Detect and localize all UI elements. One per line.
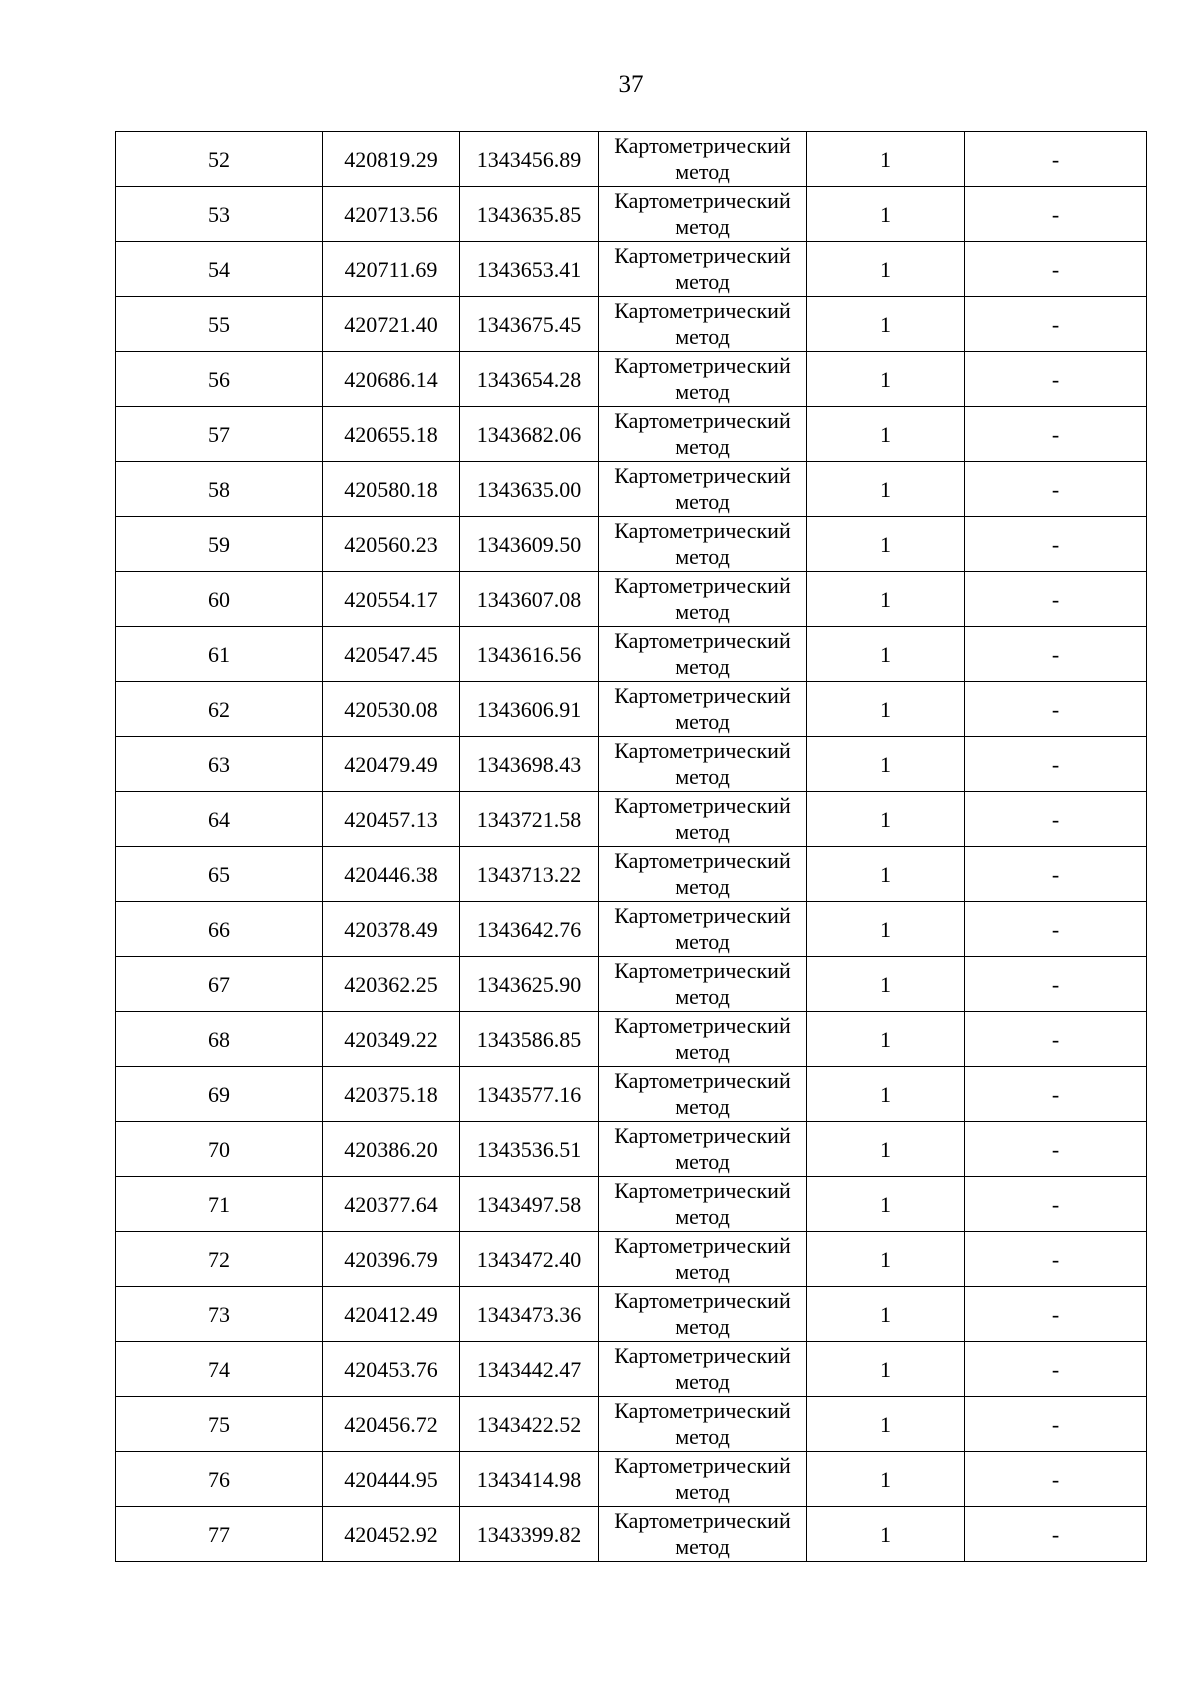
- accuracy-cell: 1: [807, 572, 965, 627]
- accuracy-cell: 1: [807, 1067, 965, 1122]
- y-coordinate-cell: 1343577.16: [460, 1067, 599, 1122]
- x-coordinate-cell: 420819.29: [323, 132, 460, 187]
- y-coordinate-cell: 1343713.22: [460, 847, 599, 902]
- note-cell: -: [965, 242, 1147, 297]
- x-coordinate-cell: 420444.95: [323, 1452, 460, 1507]
- x-coordinate-cell: 420560.23: [323, 517, 460, 572]
- point-number-cell: 68: [116, 1012, 323, 1067]
- x-coordinate-cell: 420386.20: [323, 1122, 460, 1177]
- x-coordinate-cell: 420377.64: [323, 1177, 460, 1232]
- accuracy-cell: 1: [807, 902, 965, 957]
- method-line-1: Картометрический: [614, 243, 791, 268]
- method-line-1: Картометрический: [614, 1288, 791, 1313]
- point-number-cell: 67: [116, 957, 323, 1012]
- note-cell: -: [965, 352, 1147, 407]
- point-number-cell: 64: [116, 792, 323, 847]
- y-coordinate-cell: 1343698.43: [460, 737, 599, 792]
- method-line-2: метод: [675, 214, 730, 239]
- note-cell: -: [965, 1452, 1147, 1507]
- y-coordinate-cell: 1343422.52: [460, 1397, 599, 1452]
- accuracy-cell: 1: [807, 847, 965, 902]
- method-line-2: метод: [675, 599, 730, 624]
- method-line-2: метод: [675, 1204, 730, 1229]
- method-line-2: метод: [675, 764, 730, 789]
- y-coordinate-cell: 1343606.91: [460, 682, 599, 737]
- method-line-2: метод: [675, 434, 730, 459]
- x-coordinate-cell: 420479.49: [323, 737, 460, 792]
- table-row: [116, 1122, 1147, 1177]
- note-cell: -: [965, 957, 1147, 1012]
- accuracy-cell: 1: [807, 462, 965, 517]
- method-line-2: метод: [675, 1039, 730, 1064]
- point-number-cell: 53: [116, 187, 323, 242]
- note-cell: -: [965, 1232, 1147, 1287]
- point-number-cell: 62: [116, 682, 323, 737]
- table-row: [116, 1452, 1147, 1507]
- method-line-1: Картометрический: [614, 188, 791, 213]
- note-cell: -: [965, 737, 1147, 792]
- point-number-cell: 65: [116, 847, 323, 902]
- table-row: [116, 517, 1147, 572]
- table-row: [116, 407, 1147, 462]
- note-cell: -: [965, 572, 1147, 627]
- method-cell: [599, 572, 807, 627]
- method-cell: [599, 517, 807, 572]
- method-cell: [599, 352, 807, 407]
- accuracy-cell: 1: [807, 187, 965, 242]
- x-coordinate-cell: 420456.72: [323, 1397, 460, 1452]
- point-number-cell: 60: [116, 572, 323, 627]
- method-line-1: Картометрический: [614, 738, 791, 763]
- x-coordinate-cell: 420713.56: [323, 187, 460, 242]
- table-row: [116, 1397, 1147, 1452]
- method-line-2: метод: [675, 489, 730, 514]
- x-coordinate-cell: 420721.40: [323, 297, 460, 352]
- x-coordinate-cell: 420375.18: [323, 1067, 460, 1122]
- y-coordinate-cell: 1343472.40: [460, 1232, 599, 1287]
- coordinates-table-body: [116, 132, 1147, 1562]
- note-cell: -: [965, 1012, 1147, 1067]
- table-row: [116, 297, 1147, 352]
- method-cell: [599, 1287, 807, 1342]
- table-row: [116, 682, 1147, 737]
- x-coordinate-cell: 420396.79: [323, 1232, 460, 1287]
- note-cell: -: [965, 1177, 1147, 1232]
- method-cell: [599, 847, 807, 902]
- method-line-2: метод: [675, 929, 730, 954]
- y-coordinate-cell: 1343399.82: [460, 1507, 599, 1562]
- accuracy-cell: 1: [807, 242, 965, 297]
- method-line-1: Картометрический: [614, 903, 791, 928]
- method-cell: [599, 902, 807, 957]
- x-coordinate-cell: 420711.69: [323, 242, 460, 297]
- y-coordinate-cell: 1343635.85: [460, 187, 599, 242]
- point-number-cell: 69: [116, 1067, 323, 1122]
- note-cell: -: [965, 132, 1147, 187]
- method-line-2: метод: [675, 544, 730, 569]
- x-coordinate-cell: 420378.49: [323, 902, 460, 957]
- point-number-cell: 57: [116, 407, 323, 462]
- method-line-2: метод: [675, 1259, 730, 1284]
- table-row: [116, 957, 1147, 1012]
- method-cell: [599, 462, 807, 517]
- method-cell: [599, 737, 807, 792]
- y-coordinate-cell: 1343536.51: [460, 1122, 599, 1177]
- y-coordinate-cell: 1343607.08: [460, 572, 599, 627]
- accuracy-cell: 1: [807, 1232, 965, 1287]
- point-number-cell: 66: [116, 902, 323, 957]
- note-cell: -: [965, 297, 1147, 352]
- y-coordinate-cell: 1343635.00: [460, 462, 599, 517]
- table-row: [116, 847, 1147, 902]
- x-coordinate-cell: 420362.25: [323, 957, 460, 1012]
- method-cell: [599, 1177, 807, 1232]
- method-line-2: метод: [675, 159, 730, 184]
- table-row: [116, 737, 1147, 792]
- point-number-cell: 72: [116, 1232, 323, 1287]
- method-line-1: Картометрический: [614, 353, 791, 378]
- note-cell: -: [965, 1507, 1147, 1562]
- note-cell: -: [965, 902, 1147, 957]
- note-cell: -: [965, 1067, 1147, 1122]
- method-line-1: Картометрический: [614, 1123, 791, 1148]
- method-line-2: метод: [675, 324, 730, 349]
- table-row: [116, 902, 1147, 957]
- method-cell: [599, 1012, 807, 1067]
- x-coordinate-cell: 420655.18: [323, 407, 460, 462]
- y-coordinate-cell: 1343675.45: [460, 297, 599, 352]
- method-line-1: Картометрический: [614, 463, 791, 488]
- method-line-2: метод: [675, 1479, 730, 1504]
- y-coordinate-cell: 1343473.36: [460, 1287, 599, 1342]
- accuracy-cell: 1: [807, 1342, 965, 1397]
- table-row: [116, 1012, 1147, 1067]
- method-cell: [599, 1122, 807, 1177]
- method-line-1: Картометрический: [614, 628, 791, 653]
- y-coordinate-cell: 1343642.76: [460, 902, 599, 957]
- method-line-1: Картометрический: [614, 133, 791, 158]
- method-cell: [599, 682, 807, 737]
- table-row: [116, 132, 1147, 187]
- y-coordinate-cell: 1343586.85: [460, 1012, 599, 1067]
- x-coordinate-cell: 420530.08: [323, 682, 460, 737]
- point-number-cell: 59: [116, 517, 323, 572]
- method-line-2: метод: [675, 654, 730, 679]
- x-coordinate-cell: 420686.14: [323, 352, 460, 407]
- table-row: [116, 352, 1147, 407]
- method-cell: [599, 1452, 807, 1507]
- y-coordinate-cell: 1343616.56: [460, 627, 599, 682]
- y-coordinate-cell: 1343442.47: [460, 1342, 599, 1397]
- y-coordinate-cell: 1343654.28: [460, 352, 599, 407]
- method-line-1: Картометрический: [614, 848, 791, 873]
- table-row: [116, 187, 1147, 242]
- method-line-1: Картометрический: [614, 1453, 791, 1478]
- y-coordinate-cell: 1343653.41: [460, 242, 599, 297]
- method-cell: [599, 1397, 807, 1452]
- accuracy-cell: 1: [807, 517, 965, 572]
- note-cell: -: [965, 682, 1147, 737]
- point-number-cell: 71: [116, 1177, 323, 1232]
- method-cell: [599, 297, 807, 352]
- method-line-2: метод: [675, 1149, 730, 1174]
- method-cell: [599, 132, 807, 187]
- method-line-1: Картометрический: [614, 1398, 791, 1423]
- method-line-2: метод: [675, 1094, 730, 1119]
- table-row: [116, 242, 1147, 297]
- accuracy-cell: 1: [807, 792, 965, 847]
- x-coordinate-cell: 420457.13: [323, 792, 460, 847]
- x-coordinate-cell: 420547.45: [323, 627, 460, 682]
- method-line-1: Картометрический: [614, 958, 791, 983]
- coordinates-table: [115, 131, 1147, 1562]
- point-number-cell: 75: [116, 1397, 323, 1452]
- method-line-2: метод: [675, 1314, 730, 1339]
- method-line-1: Картометрический: [614, 1068, 791, 1093]
- y-coordinate-cell: 1343414.98: [460, 1452, 599, 1507]
- note-cell: -: [965, 407, 1147, 462]
- table-row: [116, 1287, 1147, 1342]
- accuracy-cell: 1: [807, 1122, 965, 1177]
- note-cell: -: [965, 462, 1147, 517]
- note-cell: -: [965, 517, 1147, 572]
- method-cell: [599, 187, 807, 242]
- point-number-cell: 54: [116, 242, 323, 297]
- method-line-2: метод: [675, 1369, 730, 1394]
- method-line-2: метод: [675, 984, 730, 1009]
- y-coordinate-cell: 1343456.89: [460, 132, 599, 187]
- method-cell: [599, 1507, 807, 1562]
- point-number-cell: 61: [116, 627, 323, 682]
- point-number-cell: 77: [116, 1507, 323, 1562]
- y-coordinate-cell: 1343625.90: [460, 957, 599, 1012]
- method-cell: [599, 792, 807, 847]
- point-number-cell: 76: [116, 1452, 323, 1507]
- table-row: [116, 572, 1147, 627]
- x-coordinate-cell: 420446.38: [323, 847, 460, 902]
- method-line-1: Картометрический: [614, 1178, 791, 1203]
- method-cell: [599, 407, 807, 462]
- point-number-cell: 73: [116, 1287, 323, 1342]
- note-cell: -: [965, 187, 1147, 242]
- accuracy-cell: 1: [807, 627, 965, 682]
- method-line-2: метод: [675, 1424, 730, 1449]
- accuracy-cell: 1: [807, 682, 965, 737]
- x-coordinate-cell: 420349.22: [323, 1012, 460, 1067]
- method-cell: [599, 957, 807, 1012]
- table-row: [116, 792, 1147, 847]
- accuracy-cell: 1: [807, 1287, 965, 1342]
- accuracy-cell: 1: [807, 1397, 965, 1452]
- accuracy-cell: 1: [807, 1012, 965, 1067]
- method-line-1: Картометрический: [614, 1343, 791, 1368]
- point-number-cell: 70: [116, 1122, 323, 1177]
- note-cell: -: [965, 627, 1147, 682]
- y-coordinate-cell: 1343721.58: [460, 792, 599, 847]
- method-line-1: Картометрический: [614, 793, 791, 818]
- x-coordinate-cell: 420412.49: [323, 1287, 460, 1342]
- method-line-2: метод: [675, 269, 730, 294]
- method-line-1: Картометрический: [614, 573, 791, 598]
- accuracy-cell: 1: [807, 297, 965, 352]
- page-number: 37: [618, 71, 644, 98]
- y-coordinate-cell: 1343497.58: [460, 1177, 599, 1232]
- accuracy-cell: 1: [807, 737, 965, 792]
- method-line-1: Картометрический: [614, 518, 791, 543]
- method-line-1: Картометрический: [614, 298, 791, 323]
- accuracy-cell: 1: [807, 407, 965, 462]
- accuracy-cell: 1: [807, 132, 965, 187]
- table-row: [116, 627, 1147, 682]
- method-line-1: Картометрический: [614, 1233, 791, 1258]
- x-coordinate-cell: 420554.17: [323, 572, 460, 627]
- note-cell: -: [965, 1122, 1147, 1177]
- note-cell: -: [965, 847, 1147, 902]
- point-number-cell: 74: [116, 1342, 323, 1397]
- method-cell: [599, 1342, 807, 1397]
- accuracy-cell: 1: [807, 1177, 965, 1232]
- note-cell: -: [965, 792, 1147, 847]
- method-line-1: Картометрический: [614, 408, 791, 433]
- x-coordinate-cell: 420453.76: [323, 1342, 460, 1397]
- x-coordinate-cell: 420452.92: [323, 1507, 460, 1562]
- method-line-1: Картометрический: [614, 1013, 791, 1038]
- note-cell: -: [965, 1287, 1147, 1342]
- method-line-1: Картометрический: [614, 683, 791, 708]
- method-line-2: метод: [675, 709, 730, 734]
- table-row: [116, 462, 1147, 517]
- point-number-cell: 55: [116, 297, 323, 352]
- note-cell: -: [965, 1342, 1147, 1397]
- table-row: [116, 1342, 1147, 1397]
- table-row: [116, 1507, 1147, 1562]
- method-cell: [599, 627, 807, 682]
- method-cell: [599, 1067, 807, 1122]
- note-cell: -: [965, 1397, 1147, 1452]
- accuracy-cell: 1: [807, 1507, 965, 1562]
- table-row: [116, 1177, 1147, 1232]
- method-line-2: метод: [675, 1534, 730, 1559]
- method-cell: [599, 1232, 807, 1287]
- point-number-cell: 63: [116, 737, 323, 792]
- table-row: [116, 1232, 1147, 1287]
- point-number-cell: 52: [116, 132, 323, 187]
- point-number-cell: 56: [116, 352, 323, 407]
- method-line-2: метод: [675, 379, 730, 404]
- x-coordinate-cell: 420580.18: [323, 462, 460, 517]
- accuracy-cell: 1: [807, 957, 965, 1012]
- accuracy-cell: 1: [807, 352, 965, 407]
- y-coordinate-cell: 1343682.06: [460, 407, 599, 462]
- method-line-1: Картометрический: [614, 1508, 791, 1533]
- method-cell: [599, 242, 807, 297]
- table-row: [116, 1067, 1147, 1122]
- accuracy-cell: 1: [807, 1452, 965, 1507]
- point-number-cell: 58: [116, 462, 323, 517]
- method-line-2: метод: [675, 874, 730, 899]
- y-coordinate-cell: 1343609.50: [460, 517, 599, 572]
- method-line-2: метод: [675, 819, 730, 844]
